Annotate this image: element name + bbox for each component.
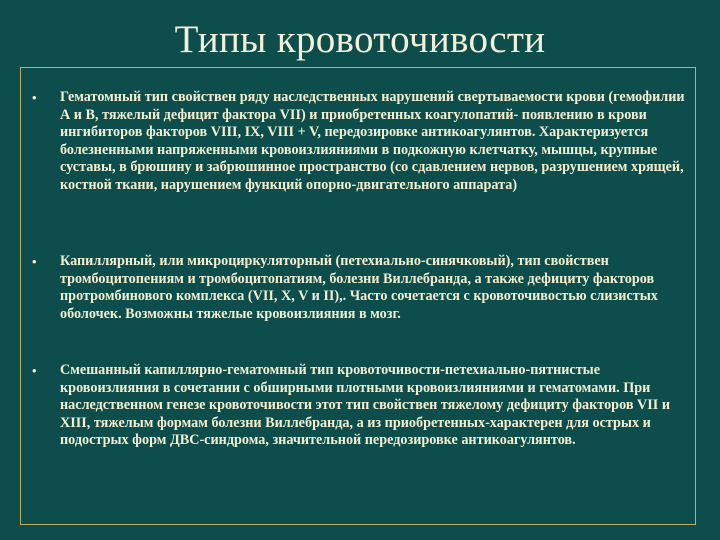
content-box [20, 67, 696, 525]
bullet-icon: • [32, 363, 37, 378]
bullet-text: Капиллярный, или микроциркуляторный (петехиально-синячковый), тип свойствен тромбоцитопениям и тромбоцитопатиям, болезни Виллебранда, а также дефициту факторов протромбинового комплекса (VII, X, V и II),. Часто сочетается с кровоточивостью слизистых оболочек. Возможны тяжелые кровоизлияния в мозг. [60, 253, 658, 322]
bullet-item-mixed [32, 362, 687, 450]
slide-title: Типы кровоточивости [174, 18, 546, 61]
bullet-item-hematoma [32, 89, 687, 195]
bullet-icon: • [32, 254, 37, 269]
bullet-text: Гематомный тип свойствен ряду наследственных нарушений свертываемости крови (гемофилии А и В, тяжелый дефицит фактора VII) и приобретенных коагулопатий- появлению в крови ингибиторов факторов VIII, IX, VIII + V, передозировке антикоагулянтов. Характеризуется болезненными напряженными кровоизлияниями в подкожную клетчатку, мышцы, крупные суставы, в брюшину и забрюшинное пространство (со сдавлением нервов, разрушением хрящей, костной ткани, нарушением функций опорно-двигательного аппарата) [60, 89, 685, 193]
bullet-text: Смешанный капиллярно-гематомный тип кровоточивости-петехиально-пятнистые кровоизлияния в сочетании с обширными плотными кровоизлияниями и гематомами. При наследственном генезе кровоточивости этот тип свойствен тяжелому дефициту факторов VII и XIII, тяжелым формам болезни Виллебранда, а из приобретенных-характерен для острых и подострых форм ДВС-синдрома, значительной передозировке антикоагулянтов. [60, 362, 671, 449]
bullet-item-capillary [32, 253, 687, 323]
bullet-icon: • [32, 90, 37, 105]
